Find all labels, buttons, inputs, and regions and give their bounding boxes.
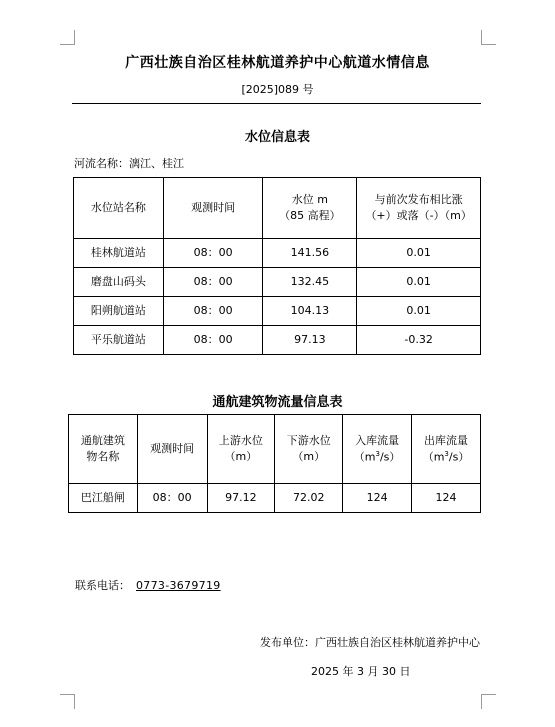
table-row: 阳朔航道站 08：00 104.13 0.01 — [74, 297, 481, 326]
table-row: 巴江船闸 08：00 97.12 72.02 124 124 — [69, 484, 481, 513]
crop-mark-top-left — [60, 30, 75, 45]
water-level-table-title: 水位信息表 — [244, 130, 310, 145]
publish-date: 2025 年 3 月 30 日 — [311, 665, 411, 678]
table-header-row — [74, 178, 481, 239]
title-divider — [72, 103, 481, 104]
document-number: [2025]089 号 — [241, 83, 314, 96]
crop-mark-bottom-right — [481, 694, 496, 709]
header-outflow: 出库流量 $(m^3/s)$ — [412, 415, 481, 484]
publisher: 发布单位：广西壮族自治区桂林航道养护中心 — [260, 636, 480, 649]
table-row: 桂林航道站 08：00 141.56 0.01 — [74, 239, 481, 268]
crop-mark-top-right — [481, 30, 496, 45]
header-downstream-level: 下游水位 （m） — [275, 415, 343, 484]
flow-table-title: 通航建筑物流量信息表 — [212, 395, 343, 410]
table-row: 平乐航道站 08：00 97.13 -0.32 — [74, 326, 481, 355]
table-header-row — [69, 415, 481, 484]
header-observation-time: 观测时间 — [137, 415, 207, 484]
header-upstream-level: 上游水位 （m） — [207, 415, 275, 484]
water-level-table — [73, 177, 481, 355]
crop-mark-bottom-left — [60, 694, 75, 709]
contact-label: 联系电话： — [75, 579, 130, 592]
contact-phone: 0773-3679719 — [136, 579, 221, 592]
header-inflow: 入库流量 $(m^3/s)$ — [343, 415, 412, 484]
document-title: 广西壮族自治区桂林航道养护中心航道水情信息 — [125, 55, 430, 71]
flow-table — [68, 414, 481, 513]
header-station-name: 水位站名称 — [74, 178, 164, 239]
header-change: 与前次发布相比涨 （+）或落（-）（m） — [357, 178, 481, 239]
header-structure-name: 通航建筑 物名称 — [69, 415, 138, 484]
table-row: 磨盘山码头 08：00 132.45 0.01 — [74, 268, 481, 297]
river-name: 河流名称：漓江、桂江 — [74, 157, 184, 170]
header-water-level: 水位 m （85 高程） — [263, 178, 357, 239]
header-observation-time: 观测时间 — [163, 178, 263, 239]
contact-line — [75, 577, 227, 593]
